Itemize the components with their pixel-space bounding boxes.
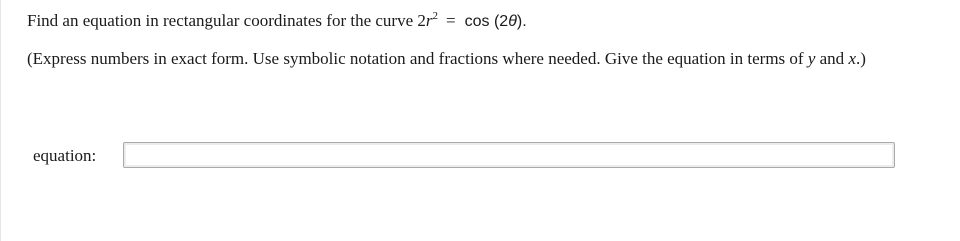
answer-label: equation: (33, 146, 97, 165)
curve-equation (417, 11, 526, 30)
exponent: 2 (432, 10, 439, 22)
variable-theta: θ (508, 13, 517, 30)
answer-row (33, 142, 933, 170)
cos-function (465, 13, 527, 30)
instructions-text (27, 48, 866, 70)
argument-open: (2 (493, 13, 509, 30)
question-prefix: Find an equation in rectangular coordinates for the curve (27, 11, 418, 30)
function-name: cos (464, 13, 490, 30)
instructions-and: and (815, 49, 849, 68)
equation-coefficient: 2 (417, 11, 426, 30)
variable-r: r (425, 11, 433, 30)
argument-close: ). (516, 13, 527, 30)
question-text (27, 10, 527, 33)
instructions-part1: (Express numbers in exact form. Use symbolic notation and fractions where needed. Give the equation in terms of (27, 49, 808, 68)
equals-sign: = (446, 11, 456, 30)
equation-input[interactable] (123, 142, 895, 168)
instructions-part2: .) (855, 49, 866, 68)
variable-y: y (807, 49, 816, 68)
left-border (0, 0, 1, 241)
variable-x: x (848, 49, 856, 68)
